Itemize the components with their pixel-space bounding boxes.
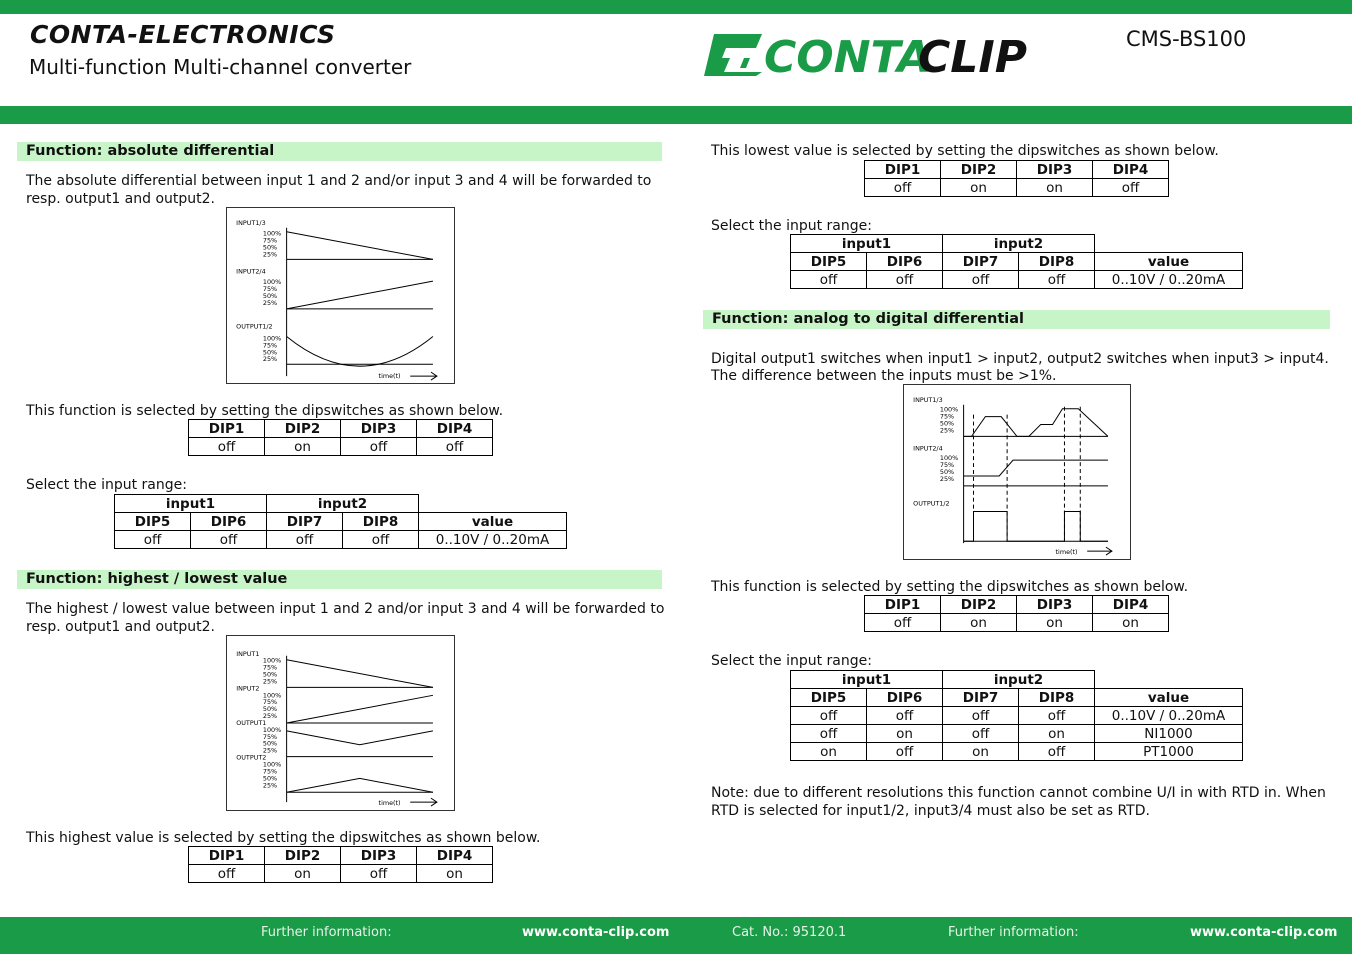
svg-text:75%: 75% [262, 236, 278, 245]
svg-text:50%: 50% [262, 774, 278, 783]
lowest-value-dip-table: DIP1 DIP2 DIP3 DIP4 off on on off [864, 160, 1169, 197]
analog-digital-dip-table: DIP1 DIP2 DIP3 DIP4 off on on on [864, 595, 1169, 632]
lowest-value-range-text: Select the input range: [711, 218, 872, 234]
svg-text:INPUT1: INPUT1 [236, 649, 260, 658]
footer-info-label-2: Further information: [948, 925, 1079, 940]
rtd-note: Note: due to different resolutions this function cannot combine U/I in with RTD in. When RTD is selected for input1/2, input3/4 must also be set as RTD. [711, 785, 1326, 819]
footer-url-link-1[interactable]: www.conta-clip.com [522, 925, 670, 940]
lowest-value-range-table: input1 input2 DIP5 DIP6 DIP7 DIP8 value off off off off 0..10V / 0..20mA [790, 234, 1243, 289]
svg-text:50%: 50% [262, 291, 278, 300]
document-subtitle: Multi-function Multi-channel converter [29, 55, 412, 79]
svg-text:OUTPUT1/2: OUTPUT1/2 [913, 499, 950, 508]
svg-text:100%: 100% [939, 405, 959, 414]
svg-text:25%: 25% [939, 426, 955, 435]
top-corner-curve [0, 14, 30, 34]
svg-text:100%: 100% [262, 229, 282, 238]
svg-text:75%: 75% [262, 663, 278, 672]
highest-value-dip-table: DIP1 DIP2 DIP3 DIP4 off on off on [188, 846, 493, 883]
section-absolute-differential-title: Function: absolute differential [17, 142, 662, 161]
fig1-label-output: OUTPUT1/2 [236, 322, 273, 331]
svg-text:50%: 50% [262, 243, 278, 252]
section-analog-digital-desc1: Digital output1 switches when input1 > input2, output2 switches when input3 > input4. [711, 351, 1329, 367]
section-highest-lowest-description: The highest / lowest value between input 1 and 2 and/or input 3 and 4 will be forwarded to resp. output1 and output2. [26, 601, 665, 635]
svg-text:100%: 100% [262, 656, 282, 665]
footer-url-link-2[interactable]: www.conta-clip.com [1190, 925, 1338, 940]
section-analog-digital-range-text: Select the input range: [711, 653, 872, 669]
svg-text:time(t): time(t) [1055, 548, 1078, 557]
svg-text:75%: 75% [262, 285, 278, 294]
svg-text:CLIP: CLIP [918, 32, 1027, 82]
svg-text:75%: 75% [262, 341, 278, 350]
svg-text:25%: 25% [262, 746, 278, 755]
svg-text:25%: 25% [262, 781, 278, 790]
section-absolute-differential-description: The absolute differential between input 1 and 2 and/or input 3 and 4 will be forwarded to resp. output1 and output2. [26, 173, 652, 207]
section-absolute-differential-select-text: This function is selected by setting the dipswitches as shown below. [26, 403, 504, 419]
absolute-differential-range-table: input1 input2 DIP5 DIP6 DIP7 DIP8 value off off off off 0..10V / 0..20mA [114, 494, 567, 549]
svg-text:50%: 50% [262, 348, 278, 357]
analog-digital-range-table: input1 input2 DIP5 DIP6 DIP7 DIP8 value off off off off 0..10V / 0..20mA off on off on NI1000 on off on off PT1000 [790, 670, 1243, 761]
svg-text:time(t): time(t) [378, 799, 401, 808]
svg-text:OUTPUT2: OUTPUT2 [236, 753, 267, 762]
svg-text:25%: 25% [262, 298, 278, 307]
svg-text:25%: 25% [262, 250, 278, 259]
section-absolute-differential-range-text: Select the input range: [26, 477, 187, 493]
svg-text:INPUT2: INPUT2 [236, 684, 260, 693]
svg-text:INPUT1/3: INPUT1/3 [913, 395, 943, 404]
svg-text:100%: 100% [262, 691, 282, 700]
section-analog-digital-desc2: The difference between the inputs must be >1%. [711, 368, 1057, 384]
fig1-label-input2: INPUT2/4 [236, 267, 266, 276]
svg-text:100%: 100% [262, 725, 282, 734]
section-analog-digital-title: Function: analog to digital differential [703, 310, 1330, 329]
svg-text:OUTPUT1: OUTPUT1 [236, 718, 267, 727]
brand-title: CONTA-ELECTRONICS [30, 20, 336, 49]
svg-text:50%: 50% [939, 467, 955, 476]
svg-text:50%: 50% [262, 670, 278, 679]
section-analog-digital-select-text: This function is selected by setting the dipswitches as shown below. [711, 579, 1189, 595]
svg-text:100%: 100% [262, 278, 282, 287]
section-highest-select-text: This highest value is selected by setting the dipswitches as shown below. [26, 830, 541, 846]
footer-info-label-1: Further information: [261, 925, 392, 940]
svg-text:75%: 75% [262, 767, 278, 776]
svg-text:100%: 100% [939, 454, 959, 463]
fig1-label-input: INPUT1/3 [236, 218, 266, 227]
section-highest-lowest-title: Function: highest / lowest value [17, 570, 662, 589]
svg-text:50%: 50% [939, 419, 955, 428]
product-code: CMS-BS100 [1126, 27, 1247, 51]
fig1-time-label: time(t) [378, 372, 401, 381]
svg-text:100%: 100% [262, 760, 282, 769]
svg-text:50%: 50% [262, 739, 278, 748]
footer-catalog-number: Cat. No.: 95120.1 [732, 925, 847, 940]
svg-text:25%: 25% [262, 712, 278, 721]
svg-text:75%: 75% [939, 461, 955, 470]
svg-text:25%: 25% [939, 474, 955, 483]
svg-text:75%: 75% [262, 698, 278, 707]
svg-text:75%: 75% [262, 732, 278, 741]
absolute-differential-dip-table: DIP1 DIP2 DIP3 DIP4 off on off off [188, 419, 493, 456]
svg-text:CONTA: CONTA [764, 32, 932, 82]
highest-lowest-diagram [226, 635, 455, 811]
svg-text:INPUT2/4: INPUT2/4 [913, 444, 943, 453]
svg-text:75%: 75% [939, 412, 955, 421]
contaclip-logo [700, 26, 1030, 82]
lowest-value-select-text: This lowest value is selected by setting the dipswitches as shown below. [711, 143, 1219, 159]
svg-text:25%: 25% [262, 677, 278, 686]
top-green-bar [0, 0, 1352, 14]
analog-digital-diagram [903, 384, 1131, 560]
svg-text:50%: 50% [262, 705, 278, 714]
footer-bar [0, 917, 1352, 954]
svg-text:25%: 25% [262, 355, 278, 364]
header-green-bar [0, 106, 1352, 124]
absolute-differential-diagram [226, 207, 455, 384]
svg-text:100%: 100% [262, 334, 282, 343]
